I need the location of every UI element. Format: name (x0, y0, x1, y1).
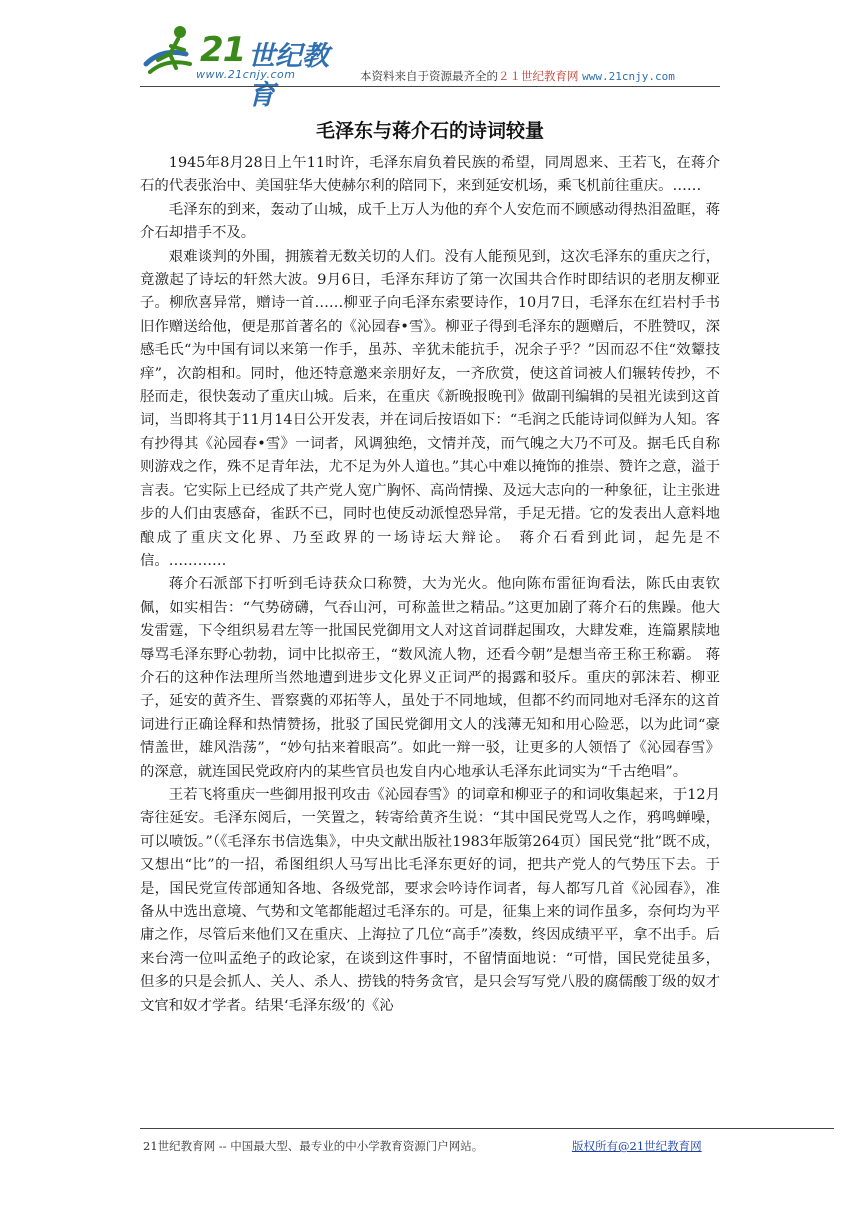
header-note (360, 68, 675, 84)
header-note-url[interactable]: www.21cnjy.com (582, 70, 675, 83)
page-header (0, 0, 860, 111)
logo-text: 世纪教育 (248, 41, 329, 111)
footer-divider (140, 1128, 834, 1129)
footer-text: 21世纪教育网 -- 中国最大型、最专业的中小学教育资源门户网站。 (143, 1139, 484, 1153)
paragraph-1: 1945年8月28日上午11时许，毛泽东肩负着民族的希望，同周恩来、王若飞，在蒋介石的代表张治中、美国驻华大使赫尔利的陪同下，来到延安机场，乘飞机前往重庆。…… (140, 155, 720, 195)
paragraph-4: 蒋介石派部下打听到毛诗获众口称赞，大为光火。他向陈布雷征询看法，陈氏由衷钦佩，如实相告：“气势磅礴，气吞山河，可称盖世之精品。”这更加剧了蒋介石的焦躁。他大发雷霆，下令组织易君左等一批国民党御用文人对这首词群起围攻，大肆发难，连篇累牍地辱骂毛泽东野心勃勃，词中比拟帝王，“数风流人物，还看今朝”是想当帝王称王称霸。 蒋介石的这种作法理所当然地遭到进步文化界义正词严的揭露和驳斥。重庆的郭沫若、柳亚子，延安的黄齐生、晋察冀的邓拓等人，虽处于不同地域，但都不约而同地对毛泽东的这首词进行正确诠释和热情赞扬，批驳了国民党御用文人的浅薄无知和用心险恶，以为此词“豪情盖世，雄风浩荡”，“妙句拈来着眼高”。如此一辩一驳，让更多的人领悟了《沁园春雪》的深意，就连国民党政府内的某些官员也发自内心地承认毛泽东此词实为“千古绝唱”。 (140, 576, 720, 780)
site-logo[interactable] (140, 22, 340, 111)
paragraph-5: 王若飞将重庆一些御用报刊攻击《沁园春雪》的词章和柳亚子的和词收集起来，于12月寄往延安。毛泽东阅后，一笑置之，转寄给黄齐生说：“其中国民党骂人之作，鸦鸣蝉噪，可以喷饭。”（《毛泽东书信选集》，中央文献出版社1983年版第264页）国民党“批”既不成，又想出“比”的一招，希图组织人马写出比毛泽东更好的词，把共产党人的气势压下去。于是，国民党宣传部通知各地、各级党部，要求会吟诗作词者，每人都写几首《沁园春》，准备从中选出意境、气势和文笔都能超过毛泽东的。可是，征集上来的词作虽多，奈何均为平庸之作，尽管后来他们又在重庆、上海拉了几位“高手”凑数，终因成绩平平，拿不出手。后来台湾一位叫孟绝子的政论家，在谈到这件事时，不留情面地说：“可惜，国民党徒虽多，但多的只是会抓人、关人、杀人、捞钱的特务贪官，是只会写写党八股的腐儒酸丁级的奴才文官和奴才学者。结果‘毛泽东级’的《沁 (140, 786, 720, 1014)
logo-number: 21 (200, 30, 246, 70)
runner-icon (140, 24, 204, 80)
document-title: 毛泽东与蒋介石的诗词较量 (315, 120, 544, 142)
copyright-link[interactable]: 版权所有@21世纪教育网 (572, 1139, 702, 1153)
paragraph-2: 毛泽东的到来，轰动了山城，成千上万人为他的弃个人安危而不顾感动得热泪盈眶，蒋介石却措手不及。 (140, 201, 720, 242)
header-divider (140, 86, 720, 87)
document-body (140, 152, 720, 1018)
header-note-source[interactable]: ２１世纪教育网 (498, 69, 579, 83)
paragraph-3: 艰难谈判的外围，拥簇着无数关切的人们。没有人能预见到，这次毛泽东的重庆之行，竟激起了诗坛的轩然大波。9月6日，毛泽东拜访了第一次国共合作时即结识的老朋友柳亚子。柳欣喜异常，赠诗一首……柳亚子向毛泽东索要诗作，10月7日，毛泽东在红岩村手书旧作赠送给他，便是那首著名的《沁园春•雪》。柳亚子得到毛泽东的题赠后，不胜赞叹，深感毛氏“为中国有词以来第一作手，虽苏、辛犹未能抗手，况余子乎？”因而忍不住“效颦技痒”，次韵相和。同时，他还特意邀来亲朋好友，一齐欣赏，使这首词被人们辗转传抄，不胫而走，很快轰动了重庆山城。后来，在重庆《新晚报晚刊》做副刊编辑的吴祖光读到这首词，当即将其于11月14日公开发表，并在词后按语如下：“毛润之氏能诗词似鲜为人知。客有抄得其《沁园春•雪》一词者，风调独绝，文情并茂，而气魄之大乃不可及。据毛氏自称则游戏之作，殊不足青年法，尤不足为外人道也。”其心中难以掩饰的推崇、赞许之意，溢于言表。它实际上已经成了共产党人宽广胸怀、高尚情操、及远大志向的一种象征，让主张进步的人们由衷感奋，雀跃不已，同时也使反动派惶恐异常，手足无措。它的发表出人意料地酿成了重庆文化界、乃至政界的一场诗坛大辩论。 蒋介石看到此词，起先是不信。………… (140, 248, 720, 569)
header-note-prefix: 本资料来自于资源最齐全的 (360, 69, 498, 83)
logo-url: www.21cnjy.com (196, 68, 296, 81)
